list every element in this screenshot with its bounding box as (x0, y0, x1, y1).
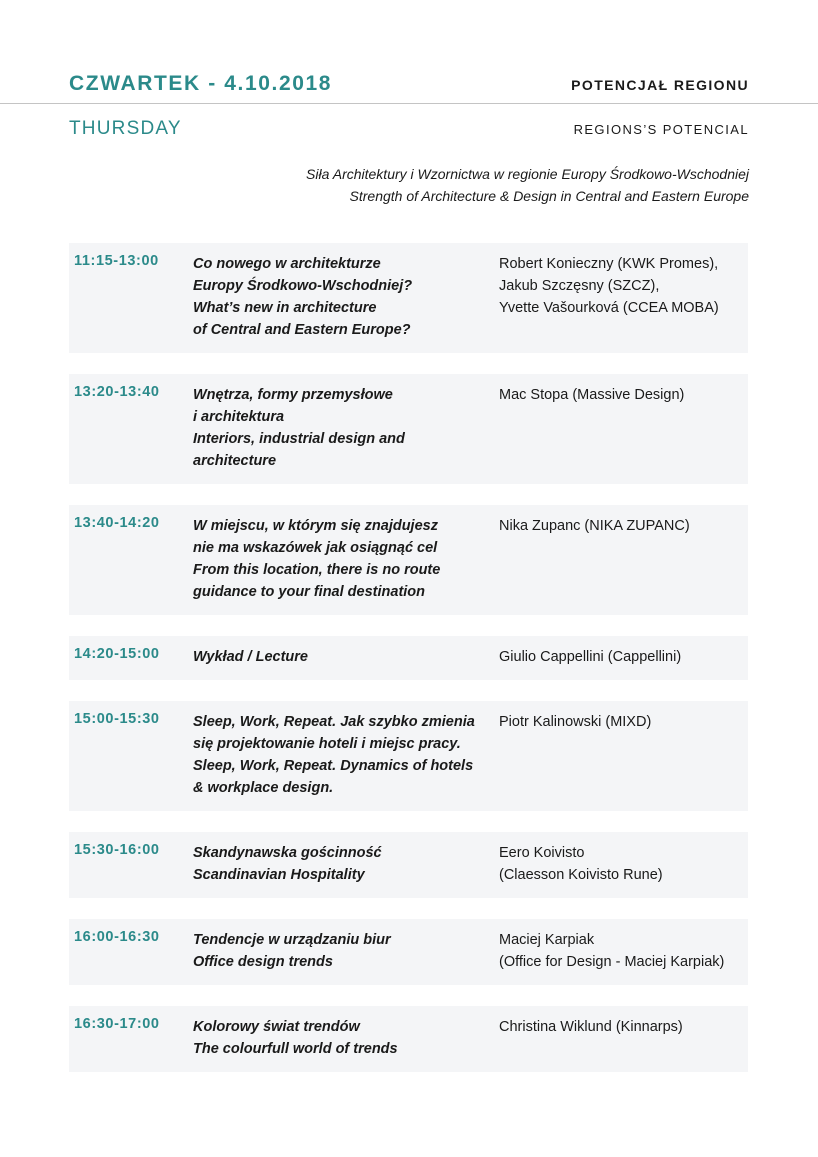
session-topic (193, 929, 493, 973)
session-topic (193, 711, 493, 799)
schedule-row (69, 701, 748, 811)
topic-line: Kolorowy świat trendów (193, 1019, 360, 1035)
topic-line: nie ma wskazówek jak osiągnąć cel (193, 540, 438, 556)
session-time: 14:20-15:00 (74, 646, 160, 662)
speaker-line: Piotr Kalinowski (MIXD) (499, 714, 652, 730)
topic-line: Tendencje w urządzaniu biur (193, 932, 391, 948)
topic-line: i architektura (193, 409, 285, 425)
session-topic (193, 842, 493, 886)
speaker-line: Robert Konieczny (KWK Promes), (499, 256, 719, 272)
speaker-line: Jakub Szczęsny (SZCZ), (499, 278, 660, 294)
session-speakers (499, 515, 748, 537)
topic-line: się projektowanie hoteli i miejsc pracy. (193, 736, 461, 752)
session-topic (193, 384, 493, 472)
topic-line: From this location, there is no route (193, 562, 441, 578)
schedule-row (69, 374, 748, 484)
session-topic (193, 646, 493, 668)
session-topic (193, 1016, 493, 1060)
session-speakers (499, 1016, 748, 1038)
schedule-row (69, 243, 748, 353)
day-title-english: THURSDAY (69, 118, 182, 139)
session-time: 15:00-15:30 (74, 711, 160, 727)
session-topic (193, 515, 493, 603)
session-time: 16:30-17:00 (74, 1016, 160, 1032)
speaker-line: Mac Stopa (Massive Design) (499, 387, 685, 403)
schedule-row (69, 832, 748, 898)
topic-line: Office design trends (193, 954, 333, 970)
speaker-line: (Claesson Koivisto Rune) (499, 867, 663, 883)
topic-line: Skandynawska gościnność (193, 845, 382, 861)
region-title: POTENCJAŁ REGIONU (571, 77, 749, 93)
topic-line: & workplace design. (193, 780, 334, 796)
topic-line: guidance to your final destination (193, 584, 426, 600)
topic-line: architecture (193, 453, 277, 469)
session-time: 16:00-16:30 (74, 929, 160, 945)
schedule-row (69, 919, 748, 985)
date-title: CZWARTEK - 4.10.2018 (69, 72, 333, 95)
schedule-row (69, 1006, 748, 1072)
topic-line: W miejscu, w którym się znajdujesz (193, 518, 438, 534)
session-time: 13:20-13:40 (74, 384, 160, 400)
session-topic (193, 253, 493, 341)
session-speakers (499, 253, 748, 319)
topic-line: Interiors, industrial design and (193, 431, 405, 447)
speaker-line: Nika Zupanc (NIKA ZUPANC) (499, 518, 690, 534)
topic-line: Wykład / Lecture (193, 649, 308, 665)
speaker-line: Maciej Karpiak (499, 932, 595, 948)
speaker-line: Eero Koivisto (499, 845, 585, 861)
topic-line: Co nowego w architekturze (193, 256, 381, 272)
speaker-line: Giulio Cappellini (Cappellini) (499, 649, 682, 665)
speaker-line: (Office for Design - Maciej Karpiak) (499, 954, 725, 970)
schedule-row (69, 505, 748, 615)
schedule-row (69, 636, 748, 680)
subtitle-english: Strength of Architecture & Design in Central and Eastern Europe (349, 188, 749, 204)
region-title-english: REGIONS’S POTENCIAL (573, 122, 749, 137)
topic-line: Europy Środkowo-Wschodniej? (193, 278, 413, 294)
topic-line: Sleep, Work, Repeat. Dynamics of hotels (193, 758, 474, 774)
session-speakers (499, 842, 748, 886)
header-divider (0, 103, 818, 104)
topic-line: Wnętrza, formy przemysłowe (193, 387, 393, 403)
session-time: 15:30-16:00 (74, 842, 160, 858)
subtitle-polish: Siła Architektury i Wzornictwa w regionie Europy Środkowo-Wschodniej (306, 166, 749, 182)
event-subtitle (306, 163, 749, 207)
session-time: 13:40-14:20 (74, 515, 160, 531)
session-speakers (499, 711, 748, 733)
session-time: 11:15-13:00 (74, 253, 159, 269)
topic-line: of Central and Eastern Europe? (193, 322, 411, 338)
topic-line: What’s new in architecture (193, 300, 377, 316)
topic-line: Scandinavian Hospitality (193, 867, 365, 883)
topic-line: The colourfull world of trends (193, 1041, 398, 1057)
speaker-line: Christina Wiklund (Kinnarps) (499, 1019, 683, 1035)
speaker-line: Yvette Vašourková (CCEA MOBA) (499, 300, 719, 316)
session-speakers (499, 384, 748, 406)
session-speakers (499, 646, 748, 668)
session-speakers (499, 929, 748, 973)
topic-line: Sleep, Work, Repeat. Jak szybko zmienia (193, 714, 475, 730)
